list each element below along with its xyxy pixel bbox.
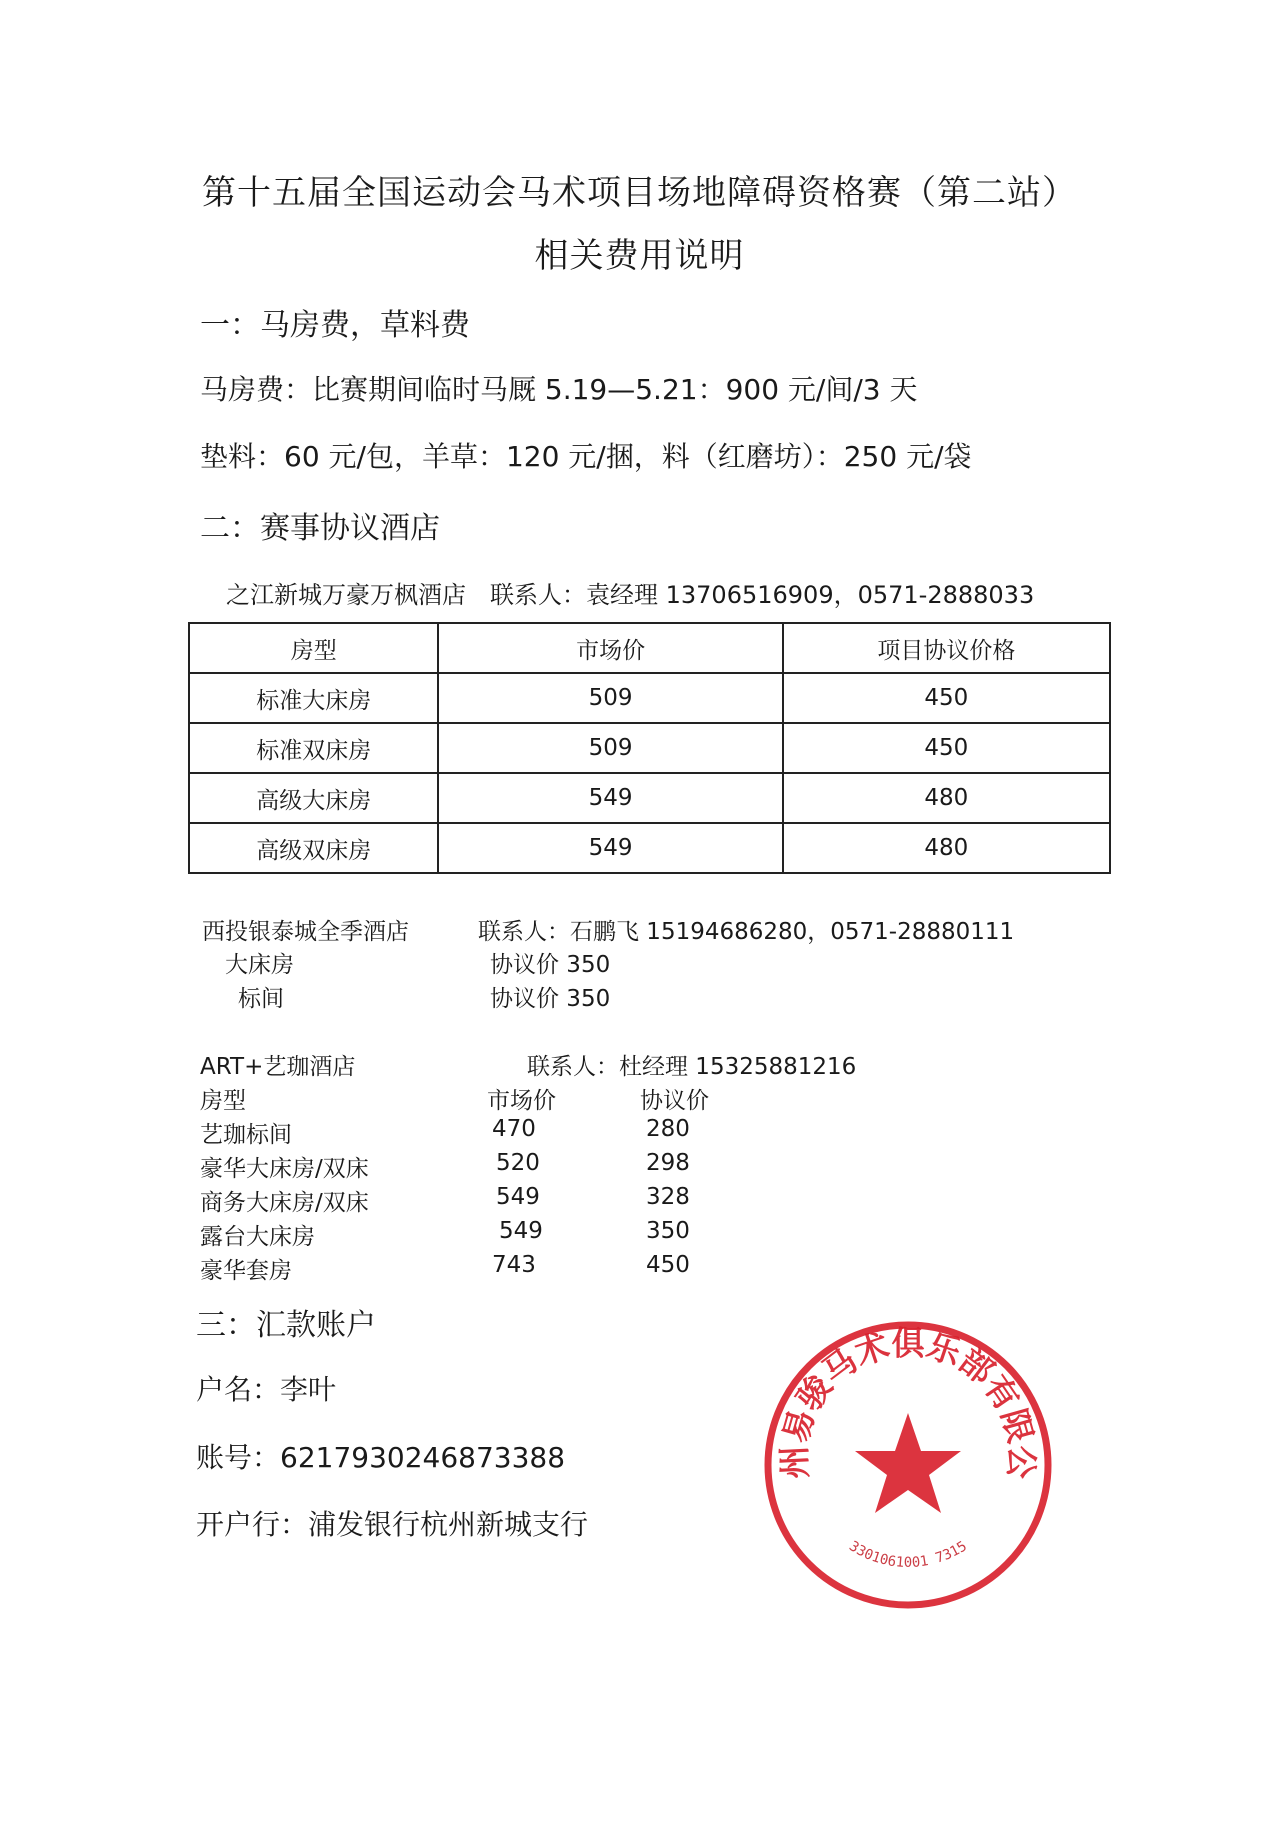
agreed-price-cell: 480	[783, 773, 1110, 823]
seal-text: 州易骏马术俱乐部有限公	[774, 1323, 1042, 1480]
market-price-cell: 509	[438, 723, 782, 773]
agreed-price-cell: 480	[783, 823, 1110, 873]
hotel2-name: 西投银泰城全季酒店	[202, 919, 409, 945]
hotel3-name: ART+艺珈酒店	[200, 1054, 356, 1080]
table-header-cell: 房型	[189, 623, 438, 673]
hotel3-room-type: 豪华大床房/双床	[200, 1156, 369, 1182]
market-price-cell: 549	[438, 823, 782, 873]
hotel2-room-price: 协议价 350	[490, 952, 611, 978]
table-row	[189, 823, 1110, 873]
hotel3-market-price: 470	[492, 1116, 536, 1142]
bank-branch: 开户行：浦发银行杭州新城支行	[196, 1508, 589, 1541]
room-type-cell: 高级双床房	[189, 823, 438, 873]
hotel3-room-type: 露台大床房	[200, 1224, 315, 1250]
stable-fee: 马房费：比赛期间临时马厩 5.19—5.21：900 元/间/3 天	[200, 373, 918, 406]
hotel3-market-price: 549	[499, 1218, 543, 1244]
hotel3-header-cell: 房型	[200, 1088, 246, 1114]
star-icon	[855, 1413, 961, 1513]
seal-code-text: 3301061001 7315	[846, 1538, 970, 1571]
page-subtitle: 相关费用说明	[534, 236, 745, 276]
section3-heading: 三：汇款账户	[196, 1308, 376, 1343]
hotel1-contact: 之江新城万豪万枫酒店 联系人：袁经理 13706516909，0571-2888033	[226, 581, 1035, 609]
table-header-cell: 项目协议价格	[783, 623, 1110, 673]
hotel3-header-cell: 市场价	[487, 1088, 556, 1114]
account-number: 账号：6217930246873388	[196, 1441, 566, 1474]
hotel3-header-cell: 协议价	[640, 1088, 709, 1114]
company-seal-stamp	[758, 1315, 1058, 1615]
hotel3-agreed-price: 328	[646, 1184, 690, 1210]
hotel3-market-price: 549	[496, 1184, 540, 1210]
table-header-cell: 市场价	[438, 623, 782, 673]
agreed-price-cell: 450	[783, 673, 1110, 723]
hotel3-market-price: 743	[492, 1252, 536, 1278]
table-row	[189, 673, 1110, 723]
section1-heading: 一：马房费，草料费	[200, 308, 470, 343]
page-title: 第十五届全国运动会马术项目场地障碍资格赛（第二站）	[202, 173, 1077, 213]
table-row	[189, 723, 1110, 773]
bedding-fee: 垫料：60 元/包，羊草：120 元/捆，料（红磨坊）：250 元/袋	[200, 440, 972, 473]
room-type-cell: 高级大床房	[189, 773, 438, 823]
hotel2-room-type: 标间	[238, 986, 284, 1012]
agreed-price-cell: 450	[783, 723, 1110, 773]
section2-heading: 二：赛事协议酒店	[200, 511, 440, 546]
hotel3-room-type: 豪华套房	[200, 1258, 292, 1284]
table-row	[189, 773, 1110, 823]
room-type-cell: 标准大床房	[189, 673, 438, 723]
hotel1-price-table	[188, 622, 1111, 874]
hotel3-market-price: 520	[496, 1150, 540, 1176]
hotel3-agreed-price: 450	[646, 1252, 690, 1278]
room-type-cell: 标准双床房	[189, 723, 438, 773]
hotel3-room-type: 商务大床房/双床	[200, 1190, 369, 1216]
hotel3-agreed-price: 350	[646, 1218, 690, 1244]
hotel3-contact: 联系人：杜经理 15325881216	[527, 1054, 857, 1080]
market-price-cell: 509	[438, 673, 782, 723]
account-name: 户名：李叶	[196, 1373, 337, 1406]
hotel2-room-price: 协议价 350	[490, 986, 611, 1012]
hotel3-agreed-price: 298	[646, 1150, 690, 1176]
hotel3-agreed-price: 280	[646, 1116, 690, 1142]
table-header-row	[189, 623, 1110, 673]
hotel2-room-type: 大床房	[225, 952, 294, 978]
hotel3-room-type: 艺珈标间	[200, 1122, 292, 1148]
market-price-cell: 549	[438, 773, 782, 823]
hotel2-contact: 联系人：石鹏飞 15194686280，0571-28880111	[478, 919, 1015, 945]
